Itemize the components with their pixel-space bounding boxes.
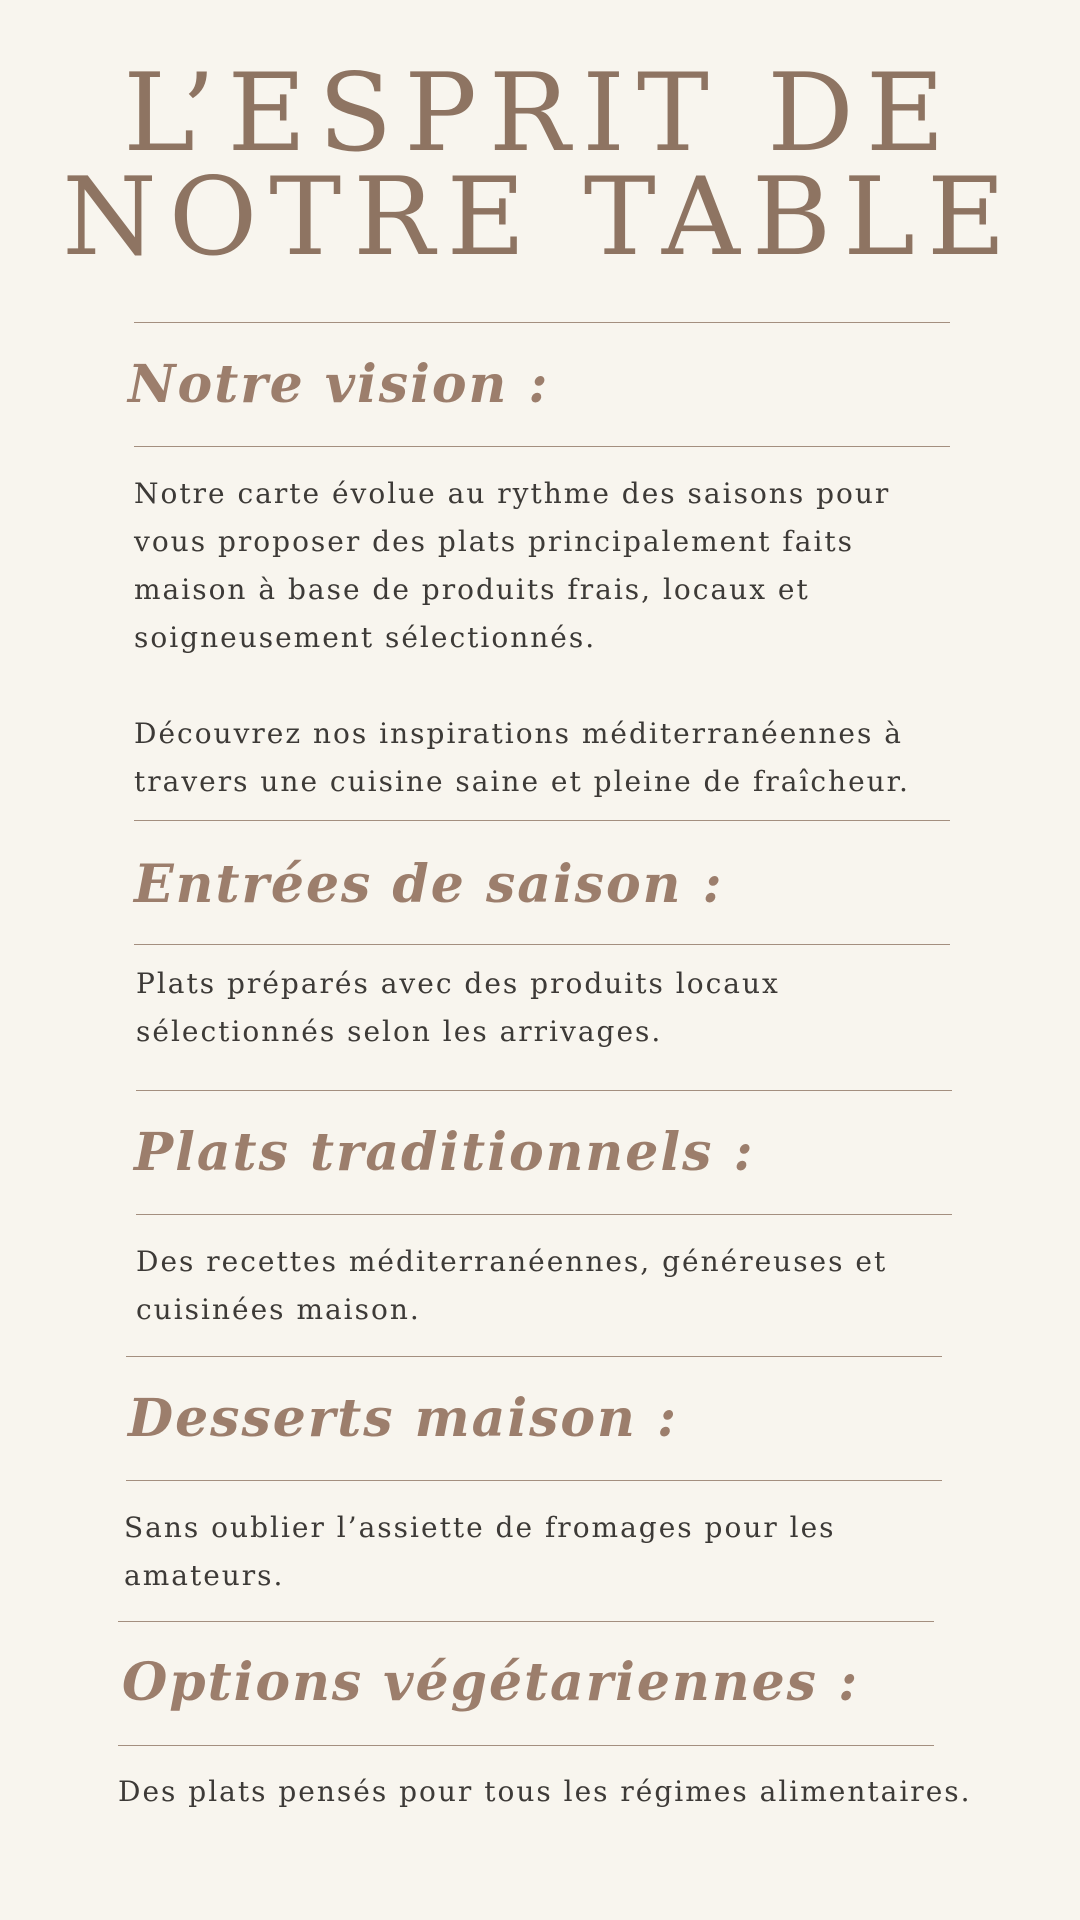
section-heading-plats: Plats traditionnels : [134,1122,755,1183]
section-text-plats: Des recettes méditerranéennes, généreuses et cuisinées maison. [136,1245,888,1326]
vision-paragraph-1: Notre carte évolue au rythme des saisons pour vous proposer des plats principalement faits maison à base de produits frais, locaux et soigneusement sélectionnés. [134,477,891,654]
section-heading-desserts: Desserts maison : [128,1388,679,1449]
section-text-vegetarian: Des plats pensés pour tous les régimes alimentaires. [118,1775,972,1808]
page-title [0,51,1080,280]
divider-top-plats [136,1090,952,1091]
divider-top-vision [134,322,950,323]
divider-bottom-desserts [126,1480,942,1481]
title-line-1: L’ESPRIT DE [123,51,957,176]
section-text-vision [134,470,954,806]
section-heading-vision: Notre vision : [128,354,550,415]
section-text-entrees: Plats préparés avec des produits locaux sélectionnés selon les arrivages. [136,967,780,1048]
vision-paragraph-2: Découvrez nos inspirations méditerranéennes à travers une cuisine saine et pleine de fraîcheur. [134,717,910,798]
divider-bottom-plats [136,1214,952,1215]
divider-bottom-vision [134,446,950,447]
divider-top-entrees [134,820,950,821]
divider-top-desserts [126,1356,942,1357]
divider-bottom-entrees [134,944,950,945]
title-line-2: NOTRE TABLE [62,155,1018,280]
divider-bottom-vegetarian [118,1745,934,1746]
section-text-desserts: Sans oublier l’assiette de fromages pour les amateurs. [124,1511,836,1592]
divider-top-vegetarian [118,1621,934,1622]
section-heading-vegetarian: Options végétariennes : [122,1652,860,1713]
section-heading-entrees: Entrées de saison : [134,854,724,915]
